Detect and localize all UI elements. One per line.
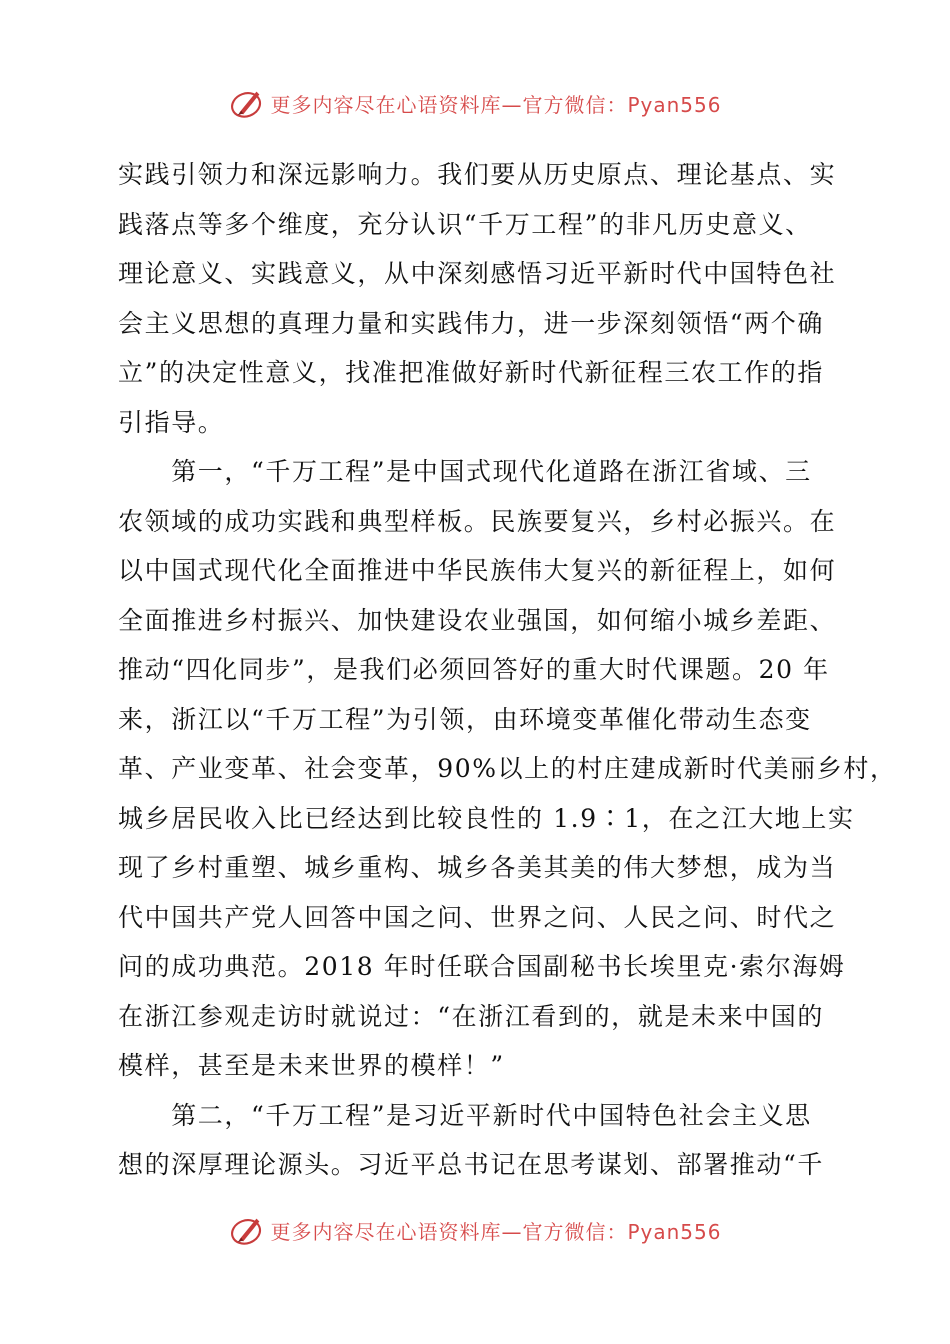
text-line: 模样，甚至是未来世界的模样！” bbox=[118, 1051, 505, 1080]
quill-logo-icon bbox=[228, 1211, 266, 1249]
text-line: 会主义思想的真理力量和实践伟力，进一步深刻领悟“两个确 bbox=[118, 308, 824, 338]
watermark-banner-top bbox=[0, 83, 950, 123]
text-line: 理论意义、实践意义，从中深刻感悟习近平新时代中国特色社 bbox=[118, 259, 837, 288]
watermark-text: 更多内容尽在心语资料库—官方微信：Pyan556 bbox=[270, 92, 722, 117]
text-line: 代中国共产党人回答中国之问、世界之问、人民之问、时代之 bbox=[118, 902, 837, 932]
text-line: 现了乡村重塑、城乡重构、城乡各美其美的伟大梦想，成为当 bbox=[118, 853, 837, 882]
text-line: 立”的决定性意义，找准把准做好新时代新征程三农工作的指 bbox=[118, 358, 824, 387]
text-line: 想的深厚理论源头。习近平总书记在思考谋划、部署推动“千 bbox=[118, 1150, 824, 1179]
text-line: 革、产业变革、社会变革，90%以上的村庄建成新时代美丽乡村， bbox=[118, 754, 897, 783]
text-line: 来，浙江以“千万工程”为引领，由环境变革催化带动生态变 bbox=[118, 704, 812, 734]
text-line: 第一，“千万工程”是中国式现代化道路在浙江省域、三 bbox=[118, 457, 812, 486]
text-line: 推动“四化同步”，是我们必须回答好的重大时代课题。20 年 bbox=[118, 655, 830, 684]
document-body bbox=[118, 150, 897, 1190]
watermark-banner-bottom bbox=[0, 1210, 950, 1250]
text-line: 城乡居民收入比已经达到比较良性的 1.9∶1，在之江大地上实 bbox=[118, 803, 855, 833]
text-line: 以中国式现代化全面推进中华民族伟大复兴的新征程上，如何 bbox=[118, 556, 837, 585]
text-line: 实践引领力和深远影响力。我们要从历史原点、理论基点、实 bbox=[118, 160, 837, 189]
text-line: 在浙江参观走访时就说过：“在浙江看到的，就是未来中国的 bbox=[118, 1001, 824, 1031]
watermark-text: 更多内容尽在心语资料库—官方微信：Pyan556 bbox=[270, 1219, 722, 1244]
text-line: 农领域的成功实践和典型样板。民族要复兴，乡村必振兴。在 bbox=[118, 506, 837, 536]
quill-logo-icon bbox=[228, 84, 266, 122]
text-line: 引指导。 bbox=[118, 407, 225, 437]
text-line: 践落点等多个维度，充分认识“千万工程”的非凡历史意义、 bbox=[118, 209, 812, 239]
text-line: 问的成功典范。2018 年时任联合国副秘书长埃里克·索尔海姆 bbox=[118, 952, 846, 981]
text-line: 全面推进乡村振兴、加快建设农业强国，如何缩小城乡差距、 bbox=[118, 605, 837, 635]
text-line: 第二，“千万工程”是习近平新时代中国特色社会主义思 bbox=[118, 1100, 812, 1130]
